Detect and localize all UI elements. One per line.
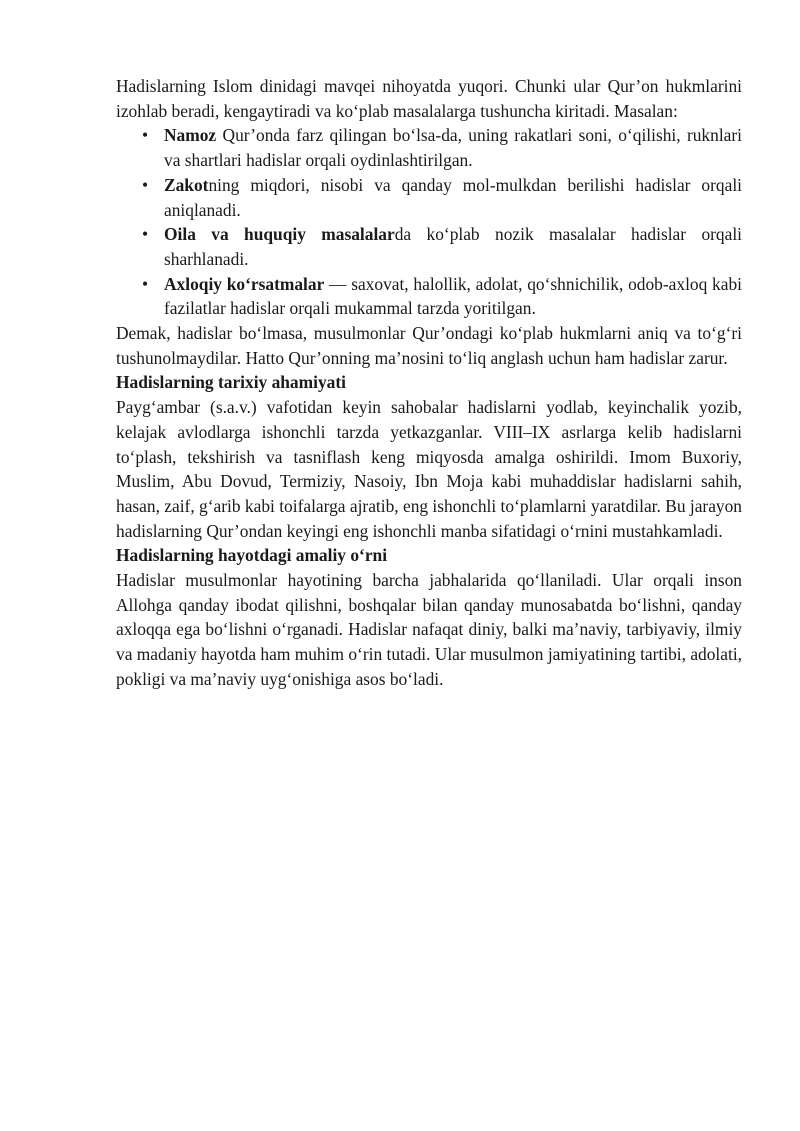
list-item-term: Namoz bbox=[164, 125, 217, 146]
list-item-text: — saxovat, halollik, adolat, qo‘shnichilik, odob-axloq kabi fazilatlar hadislar orqali mukammal tarzda yoritilgan. bbox=[164, 273, 743, 319]
bullet-icon: • bbox=[142, 224, 149, 245]
list-item-term: Oila va huquqiy masalalar bbox=[164, 224, 395, 245]
conclusion-paragraph: Demak, hadislar bo‘lmasa, musulmonlar Qur’ondagi ko‘plab hukmlarni aniq va to‘g‘ri tushunolmaydilar. Hatto Qur’onning ma’nosini to‘liq anglash uchun ham hadislar zarur. bbox=[116, 323, 742, 368]
history-heading: Hadislarning tarixiy ahamiyati bbox=[116, 372, 346, 393]
bullet-icon: • bbox=[142, 174, 149, 195]
list-item bbox=[142, 272, 743, 321]
list-item bbox=[142, 123, 742, 172]
history-paragraph: Payg‘ambar (s.a.v.) vafotidan keyin sahobalar hadislarni yodlab, keyinchalik yozib, kelajak avlodlarga ishonchli tarzda yetkazganlar. VIII–IX asrlarga kelib hadislarni to‘plash, tekshirish va tasniflash keng miqyosda amalga oshirildi. Imom Buxoriy, Muslim, Abu Dovud, Termiziy, Nasoiy, Ibn Moja kabi muhaddislar hadislarni sahih, hasan, zaif, g‘arib kabi toifalarga ajratib, eng ishonchli to‘plamlarni yaratdilar. Bu jarayon hadislarning Qur’ondan keyingi eng ishonchli manba sifatidagi o‘rnini mustahkamladi. bbox=[116, 397, 743, 541]
list-item bbox=[142, 222, 743, 271]
list-item bbox=[142, 173, 742, 222]
list-item-text: da ko‘plab nozik masalalar hadislar orqali sharhlanadi. bbox=[164, 224, 743, 269]
document-page bbox=[116, 74, 742, 692]
list-item-term: Zakot bbox=[164, 174, 209, 195]
list-item-text: Qur’onda farz qilingan bo‘lsa-da, uning rakatlari soni, o‘qilishi, ruknlari va shartlari hadislar orqali oydinlashtirilgan. bbox=[164, 125, 742, 171]
list-item-text: ning miqdori, nisobi va qanday mol-mulkdan berilishi hadislar orqali aniqlanadi. bbox=[164, 174, 742, 220]
list-item-term: Axloqiy ko‘rsatmalar bbox=[164, 273, 325, 294]
examples-list bbox=[116, 123, 742, 321]
bullet-icon: • bbox=[142, 273, 149, 294]
practical-heading: Hadislarning hayotdagi amaliy o‘rni bbox=[116, 545, 388, 566]
intro-paragraph: Hadislarning Islom dinidagi mavqei nihoyatda yuqori. Chunki ular Qur’on hukmlarini izohlab beradi, kengaytiradi va ko‘plab masalalarga tushuncha kiritadi. Masalan: bbox=[116, 76, 742, 121]
bullet-icon: • bbox=[142, 125, 149, 146]
practical-paragraph: Hadislar musulmonlar hayotining barcha jabhalarida qo‘llaniladi. Ular orqali inson Allohga qanday ibodat qilishni, boshqalar bilan qanday munosabatda bo‘lishni, qanday axloqqa ega bo‘lishni o‘rganadi. Hadislar nafaqat diniy, balki ma’naviy, tarbiyaviy, ilmiy va madaniy hayotda ham muhim o‘rin tutadi. Ular musulmon jamiyatining tartibi, adolati, pokligi va ma’naviy uyg‘onishiga asos bo‘ladi. bbox=[116, 570, 742, 689]
